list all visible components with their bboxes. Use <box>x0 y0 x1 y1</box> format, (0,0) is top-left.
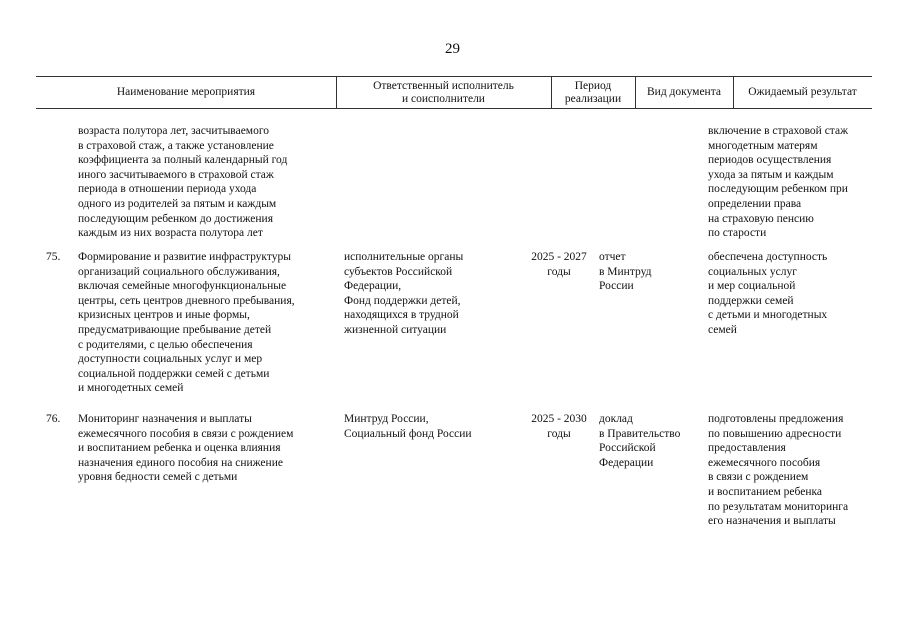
header-name-label: Наименование мероприятия <box>116 86 256 98</box>
row-period: 2025 - 2030 годы <box>531 413 587 440</box>
header-doc-type <box>635 77 733 108</box>
row-result: обеспечена доступность социальных услуг и мер социальной поддержки семей с детьми и многодетных семей <box>708 251 828 336</box>
row-name: возраста полутора лет, засчитываемого в страховой стаж, а также установление коэффициента за полный календарный год иного засчитываемого в страховой стаж периода в отношении периода ухода одного из родителей за пятым и каждым последующим ребенком до достижения каждым из них возраста полутора лет <box>78 125 288 240</box>
row-name: Мониторинг назначения и выплаты ежемесячного пособия в связи с рождением и воспитанием ребенка и оценка влияния назначения единого пособия на снижение уровня бедности семей с детьми <box>78 413 294 484</box>
header-executor <box>336 77 551 108</box>
row-result: включение в страховой стаж многодетным матерям периодов осуществления ухода за пятым и каждым последующим ребенком при определении права на страховую пенсию по старости <box>708 125 849 240</box>
header-name <box>36 77 336 108</box>
header-period-label: Период реализации <box>564 79 622 105</box>
header-result <box>733 77 872 108</box>
row-doc-type: отчет в Минтруд России <box>599 251 652 293</box>
header-period <box>551 77 635 108</box>
row-result: подготовлены предложения по повышению адресности предоставления ежемесячного пособия в связи с рождением и воспитанием ребенка по результатам мониторинга его назначения и выплаты <box>708 413 849 528</box>
row-doc-type: доклад в Правительство Российской Федерации <box>599 413 681 469</box>
page-number: 29 <box>445 41 460 57</box>
row-executor: исполнительные органы субъектов Российской Федерации, Фонд поддержки детей, находящихся в трудной жизненной ситуации <box>344 251 464 336</box>
row-number: 75. <box>46 251 61 263</box>
table-header <box>36 76 872 109</box>
row-name: Формирование и развитие инфраструктуры организаций социального обслуживания, включая семейные многофункциональные центры, сеть центров дневного пребывания, кризисных центров и иные формы, предусматривающие пребывание детей с родителями, с целью обеспечения доступности социальных услуг и мер социальной поддержки семей с детьми и многодетных семей <box>78 251 295 395</box>
header-result-label: Ожидаемый результат <box>748 86 857 98</box>
row-period: 2025 - 2027 годы <box>531 251 587 278</box>
row-number: 76. <box>46 413 61 425</box>
header-doc-type-label: Вид документа <box>647 86 721 98</box>
header-executor-label: Ответственный исполнитель и соисполнители <box>373 79 514 105</box>
row-executor: Минтруд России, Социальный фонд России <box>344 413 472 440</box>
